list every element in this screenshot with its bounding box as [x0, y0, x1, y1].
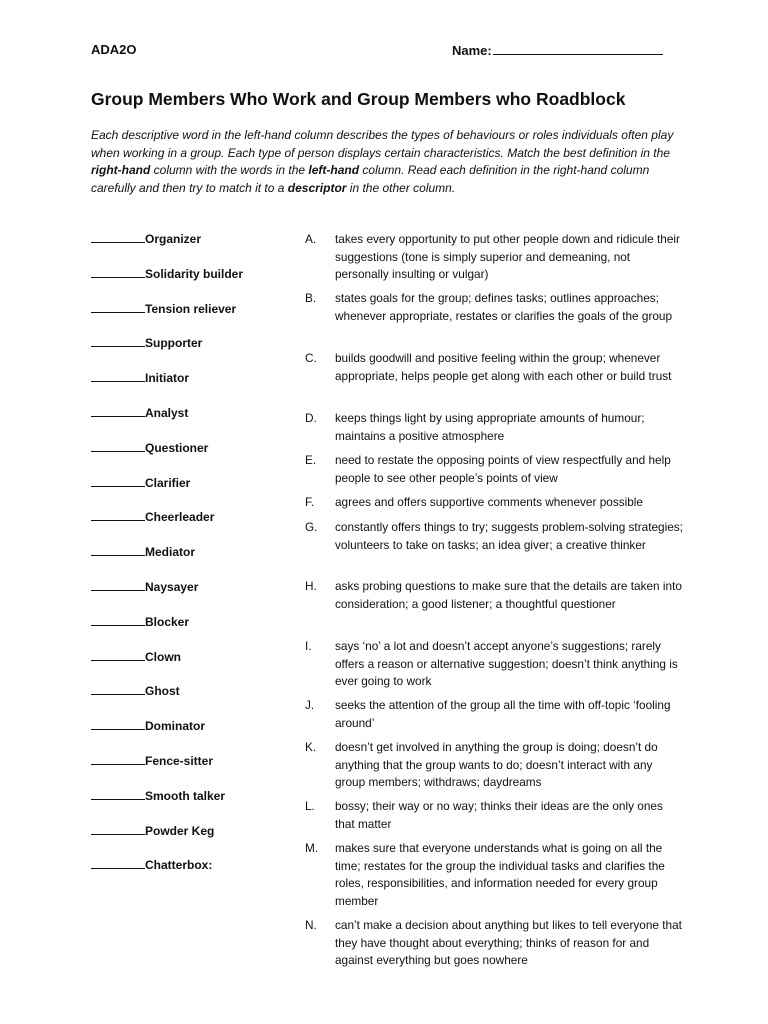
- definition-letter: K.: [305, 740, 317, 754]
- definition-text: need to restate the opposing points of view respectfully and help people to see other people’s points of view: [335, 453, 671, 485]
- definition-item: [305, 290, 685, 325]
- definition-item: [305, 231, 685, 284]
- definition-text: makes sure that everyone understands what is going on all the time; restates for the group the individual tasks and clarifies the roles, responsibilities, and information needed for every group member: [335, 841, 665, 908]
- definition-letter: B.: [305, 291, 317, 305]
- course-code: ADA2O: [91, 42, 137, 57]
- definition-item: [305, 410, 685, 445]
- definition-text: constantly offers things to try; suggests problem-solving strategies; volunteers to take on tasks; an idea giver; a creative thinker: [335, 520, 683, 552]
- answer-blank[interactable]: [91, 301, 145, 313]
- definition-letter: E.: [305, 453, 317, 467]
- definition-item: [305, 452, 685, 487]
- answer-blank[interactable]: [91, 718, 145, 730]
- descriptor-item: Cheerleader: [91, 509, 291, 544]
- page-title: Group Members Who Work and Group Members who Roadblock: [91, 89, 626, 109]
- name-label: Name:: [452, 43, 492, 58]
- descriptor-item: Dominator: [91, 718, 291, 753]
- definition-text: takes every opportunity to put other people down and ridicule their suggestions (tone is simply superior and demeaning, not personally insulting or vulgar): [335, 232, 680, 281]
- definition-text: says ‘no’ a lot and doesn’t accept anyone’s suggestions; rarely offers a reason or alternative suggestion; doesn’t think anything is ever going to work: [335, 639, 678, 688]
- descriptor-item: Solidarity builder: [91, 266, 291, 301]
- answer-blank[interactable]: [91, 475, 145, 487]
- definition-text: builds goodwill and positive feeling within the group; whenever appropriate, helps people get along with each other or build trust: [335, 351, 672, 383]
- descriptor-item: Mediator: [91, 544, 291, 579]
- definition-item: [305, 578, 685, 613]
- descriptor-item: Organizer: [91, 231, 291, 266]
- descriptor-item: Analyst: [91, 405, 291, 440]
- descriptor-item: Clown: [91, 649, 291, 684]
- definition-letter: F.: [305, 495, 315, 509]
- definition-text: seeks the attention of the group all the time with off-topic ‘fooling around’: [335, 698, 671, 730]
- name-blank[interactable]: [493, 42, 663, 55]
- answer-blank[interactable]: [91, 335, 145, 347]
- answer-blank[interactable]: [91, 823, 145, 835]
- answer-blank[interactable]: [91, 440, 145, 452]
- descriptor-item: Chatterbox:: [91, 857, 291, 892]
- descriptor-item: Ghost: [91, 683, 291, 718]
- answer-blank[interactable]: [91, 544, 145, 556]
- answer-blank[interactable]: [91, 231, 145, 243]
- definition-item: [305, 840, 685, 910]
- definition-item: [305, 519, 685, 554]
- answer-blank[interactable]: [91, 266, 145, 278]
- definition-item: [305, 917, 685, 970]
- definition-letter: D.: [305, 411, 317, 425]
- definition-letter: M.: [305, 841, 319, 855]
- answer-blank[interactable]: [91, 649, 145, 661]
- definition-letter: I.: [305, 639, 312, 653]
- definition-letter: C.: [305, 351, 317, 365]
- descriptor-item: Naysayer: [91, 579, 291, 614]
- answer-blank[interactable]: [91, 788, 145, 800]
- definition-letter: G.: [305, 520, 318, 534]
- descriptor-item: Clarifier: [91, 475, 291, 510]
- definition-item: [305, 798, 685, 833]
- definition-text: asks probing questions to make sure that the details are taken into consideration; a good listener; a thoughtful questioner: [335, 579, 682, 611]
- definition-text: can’t make a decision about anything but likes to tell everyone that they have thought about everything; thinks of reason for and against everything but goes nowhere: [335, 918, 682, 967]
- definition-text: keeps things light by using appropriate amounts of humour; maintains a positive atmosphere: [335, 411, 645, 443]
- descriptor-list: [91, 231, 291, 892]
- definition-item: [305, 739, 685, 792]
- answer-blank[interactable]: [91, 857, 145, 869]
- answer-blank[interactable]: [91, 370, 145, 382]
- definition-item: [305, 350, 685, 385]
- instructions: Each descriptive word in the left-hand column describes the types of behaviours or roles individuals often play when working in a group. Each type of person displays certain characteristics. Match the best definition in the right-hand column with the words in the left-hand column. Read each definition in the right-hand column carefully and then try to match it to a descriptor in the other column.: [91, 128, 674, 195]
- definition-text: agrees and offers supportive comments whenever possible: [335, 495, 643, 509]
- definition-letter: A.: [305, 232, 317, 246]
- descriptor-item: Supporter: [91, 335, 291, 370]
- descriptor-item: Questioner: [91, 440, 291, 475]
- definition-text: bossy; their way or no way; thinks their ideas are the only ones that matter: [335, 799, 663, 831]
- definition-item: [305, 494, 685, 512]
- descriptor-item: Powder Keg: [91, 823, 291, 858]
- descriptor-item: Tension reliever: [91, 301, 291, 336]
- name-field: [452, 42, 663, 58]
- definition-text: states goals for the group; defines tasks; outlines approaches; whenever appropriate, restates or clarifies the goals of the group: [335, 291, 673, 323]
- definition-text: doesn’t get involved in anything the group is doing; doesn’t do anything that the group wants to do; doesn’t interact with any group members; withdraws; daydreams: [335, 740, 658, 789]
- definition-item: [305, 697, 685, 732]
- answer-blank[interactable]: [91, 509, 145, 521]
- answer-blank[interactable]: [91, 579, 145, 591]
- answer-blank[interactable]: [91, 405, 145, 417]
- definition-letter: N.: [305, 918, 317, 932]
- answer-blank[interactable]: [91, 753, 145, 765]
- definition-letter: H.: [305, 579, 317, 593]
- answer-blank[interactable]: [91, 614, 145, 626]
- descriptor-item: Fence-sitter: [91, 753, 291, 788]
- definition-letter: L.: [305, 799, 315, 813]
- descriptor-item: Blocker: [91, 614, 291, 649]
- definition-letter: J.: [305, 698, 315, 712]
- descriptor-item: Smooth talker: [91, 788, 291, 823]
- answer-blank[interactable]: [91, 683, 145, 695]
- definition-item: [305, 638, 685, 691]
- descriptor-item: Initiator: [91, 370, 291, 405]
